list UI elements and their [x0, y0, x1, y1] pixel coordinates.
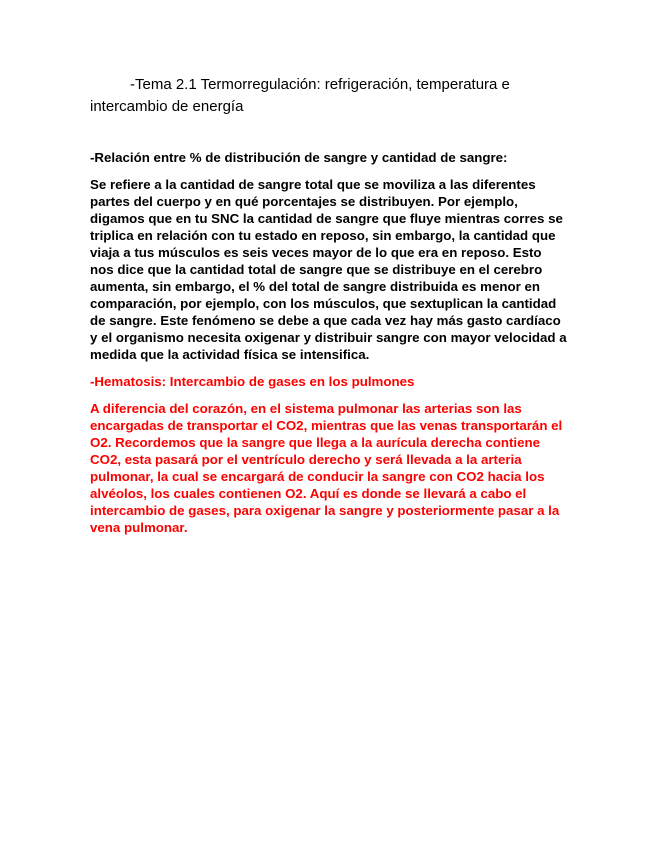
document-title: -Tema 2.1 Termorregulación: refrigeración, temperatura e intercambio de energía: [90, 76, 510, 115]
section-heading-hematosis: -Hematosis: Intercambio de gases en los pulmones: [90, 374, 415, 389]
section-heading-blood-distribution: -Relación entre % de distribución de sangre y cantidad de sangre:: [90, 150, 508, 165]
document-body: [90, 149, 568, 546]
paragraph-blood-distribution: Se refiere a la cantidad de sangre total que se moviliza a las diferentes partes del cuerpo y en qué porcentajes se distribuyen. Por ejemplo, digamos que en tu SNC la cantidad de sangre que fluye mientras corres se triplica en relación con tu estado en reposo, sin embargo, la cantidad que viaja a tus músculos es seis veces mayor de lo que era en reposo. Esto nos dice que la cantidad total de sangre que se distribuye en el cerebro aumenta, sin embargo, el % del total de sangre distribuida es menor en comparación, por ejemplo, con los músculos, que sextuplican la cantidad de sangre. Este fenómeno se debe a que cada vez hay más gasto cardíaco y el organismo necesita oxigenar y distribuir sangre con mayor velocidad a medida que la actividad física se intensifica.: [90, 177, 567, 362]
paragraph-hematosis: A diferencia del corazón, en el sistema pulmonar las arterias son las encargadas de transportar el CO2, mientras que las venas transportarán el O2. Recordemos que la sangre que llega a la aurícula derecha contiene CO2, esta pasará por el ventrículo derecho y será llevada a la arteria pulmonar, la cual se encargará de conducir la sangre con CO2 hacia los alvéolos, los cuales contienen O2. Aquí es donde se llevará a cabo el intercambio de gases, para oxigenar la sangre y posteriormente pasar a la vena pulmonar.: [90, 401, 563, 535]
